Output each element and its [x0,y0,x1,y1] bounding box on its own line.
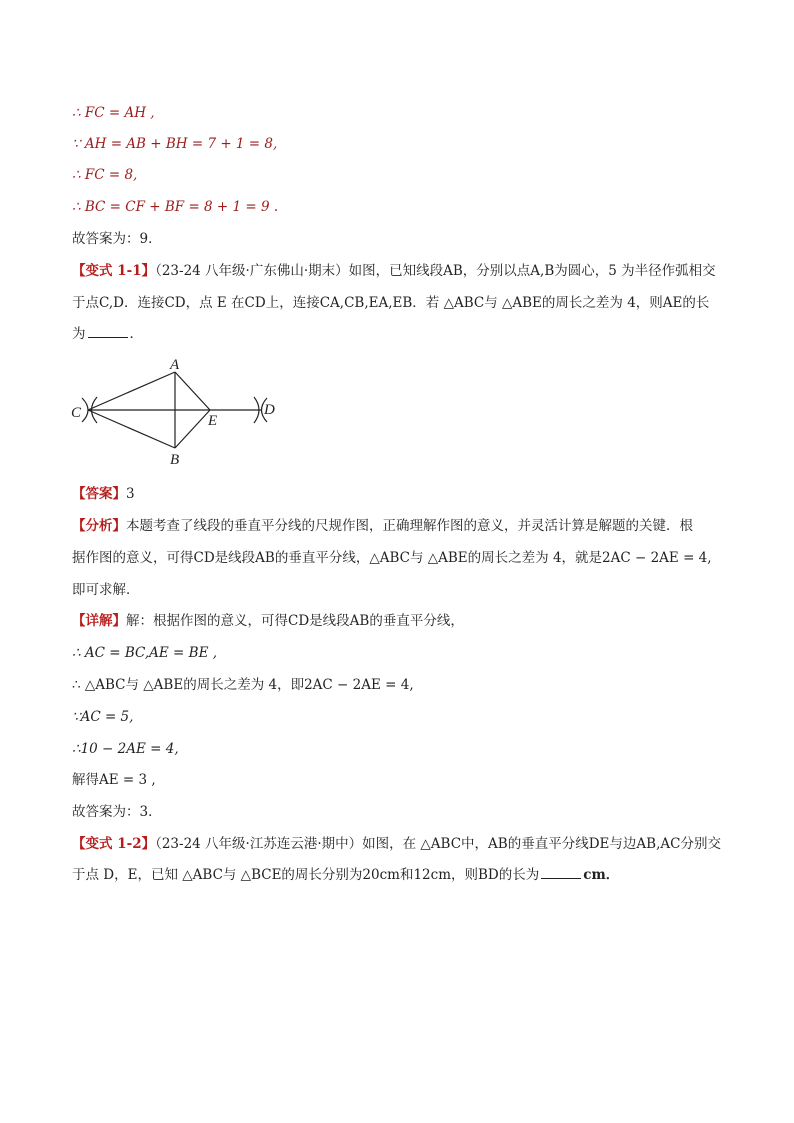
arc-mark-C-2 [82,398,88,422]
variant-2-text-b-end: cm． [583,867,620,883]
variant-1-text-c: 为 [72,326,86,342]
detail-line-7: 故答案为：3． [72,804,162,820]
segment-AE [175,372,210,410]
segment-CB [88,410,175,448]
detail-line-5: ∴10 − 2AE = 4, [72,741,179,757]
detail-line-2: ∴ AC = BC,AE = BE , [72,645,218,661]
answer-blank-2 [541,866,581,879]
analysis-line-2: 据作图的意义，可得CD是线段AB的垂直平分线，△ABC与 △ABE的周长之差为 4，就是2AC − 2AE = 4, [72,550,712,566]
variant-1-text-a: （23-24 八年级·广东佛山·期末）如图，已知线段AB，分别以点A,B为圆心，5 为半径作弧相交 [155,263,716,279]
answer-value: 3 [126,486,135,502]
variant-2-line-a [72,835,721,853]
variant-1-line-c [72,325,143,343]
detail-line-1 [72,612,464,630]
analysis-line-3: 即可求解． [72,582,140,598]
variant-2-text-b: 于点 D，E，已知 △ABC与 △BCE的周长分别为20cm和12cm，则BD的长为 [72,867,540,883]
variant-2-tag: 【变式 1-2】 [72,836,156,852]
variant-1-line-a [72,262,716,280]
analysis-line-1 [72,517,693,535]
step-line-1: ∴ FC = AH , [72,105,155,121]
detail-line-6: 解得AE = 3 , [72,772,156,788]
analysis-tag: 【分析】 [72,518,126,534]
kite-figure [66,355,286,470]
variant-1-line-b: 于点C,D．连接CD，点 E 在CD上，连接CA,CB,EA,EB．若 △ABC与 △ABE的周长之差为 4，则AE的长 [72,295,710,311]
answer-line-1: 故答案为：9． [72,231,162,247]
label-B: B [170,452,180,468]
analysis-text-1: 本题考查了线段的垂直平分线的尺规作图，正确理解作图的意义，并灵活计算是解题的关键．根 [126,518,693,534]
variant-2-line-b [72,866,619,884]
answer-block [72,485,135,503]
segment-CA [88,372,175,410]
detail-text-1: 解：根据作图的意义，可得CD是线段AB的垂直平分线， [126,613,464,629]
detail-line-4: ∵AC = 5, [72,709,134,725]
step-line-3: ∴ FC = 8, [72,167,138,183]
variant-1-tag: 【变式 1-1】 [72,263,156,279]
variant-1-text-c-end: ． [129,326,143,342]
detail-line-3: ∴ △ABC与 △ABE的周长之差为 4，即2AC − 2AE = 4, [72,677,414,693]
detail-tag: 【详解】 [72,613,126,629]
label-C: C [71,405,82,421]
answer-blank-1 [88,325,128,338]
answer-tag: 【答案】 [72,486,126,502]
label-E: E [208,413,218,429]
step-line-2: ∵ AH = AB + BH = 7 + 1 = 8, [72,136,278,152]
segment-BE [175,410,210,448]
variant-2-text-a: （23-24 八年级·江苏连云港·期中）如图，在 △ABC中，AB的垂直平分线DE与边AB,AC分别交 [155,836,721,852]
step-line-4: ∴ BC = CF + BF = 8 + 1 = 9 . [72,199,279,215]
label-D: D [264,402,275,418]
label-A: A [170,357,180,373]
